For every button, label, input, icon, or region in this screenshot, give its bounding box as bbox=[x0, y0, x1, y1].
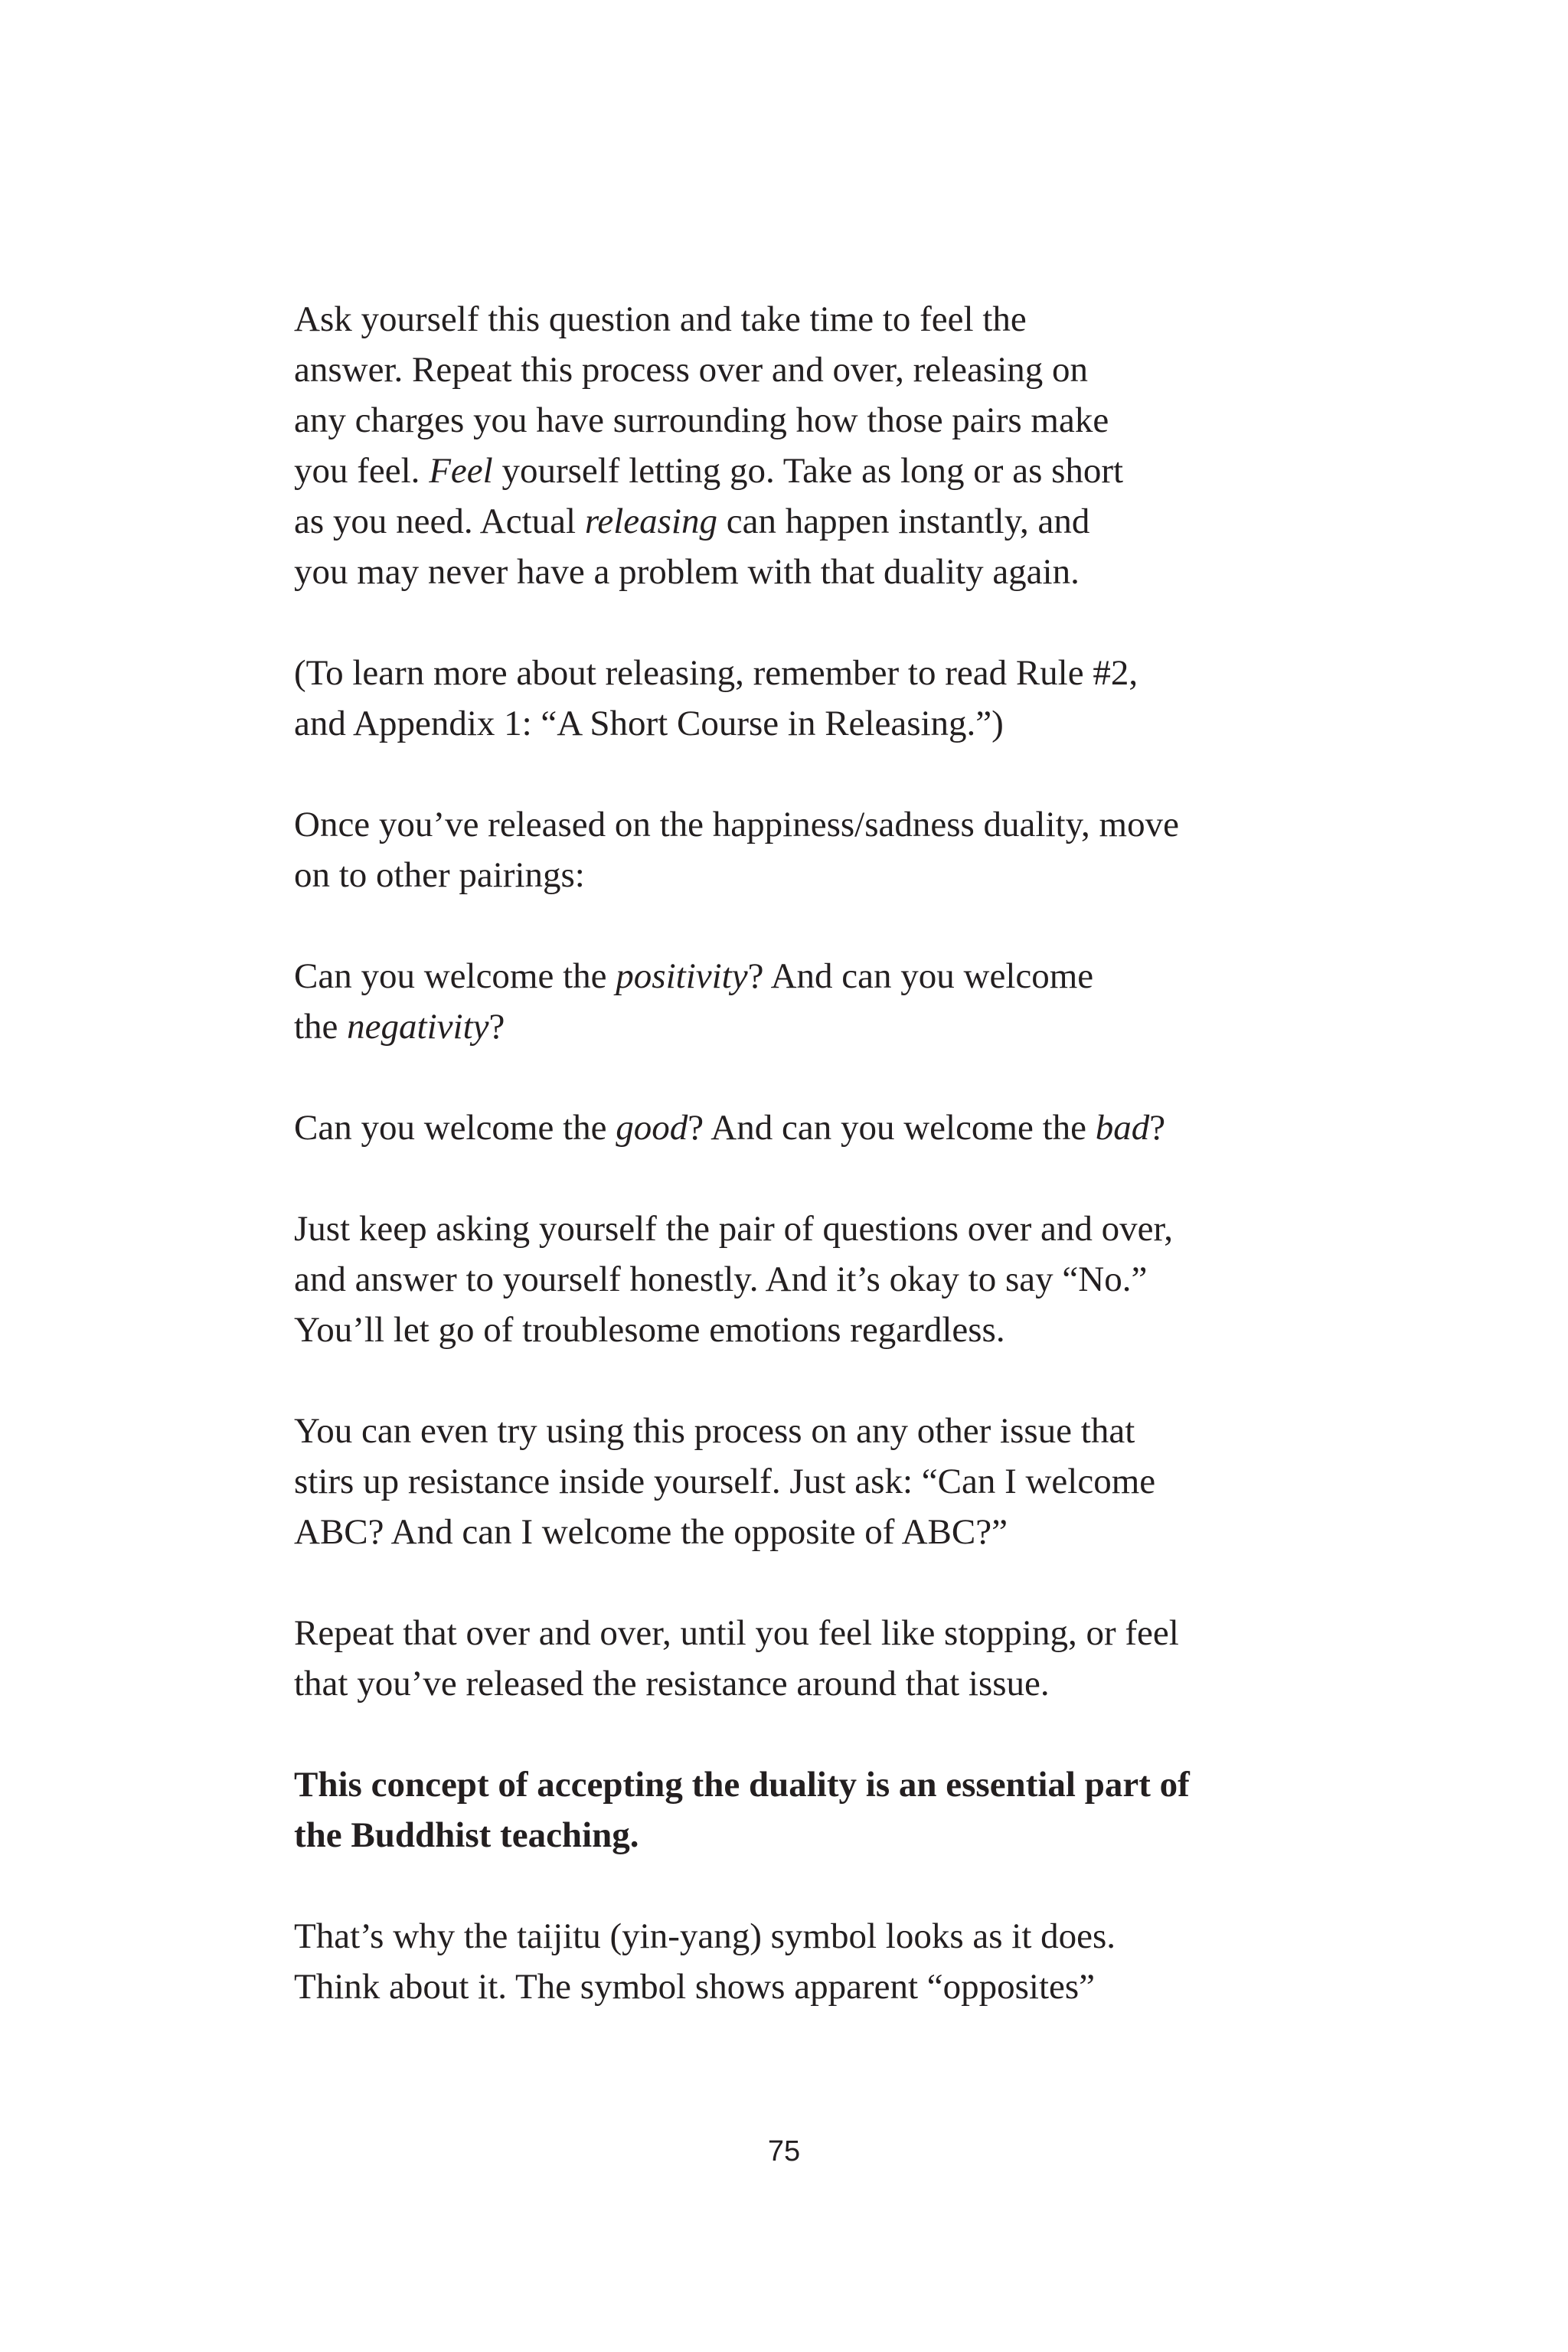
text-run: Can you welcome the bbox=[294, 1108, 616, 1148]
text-run: ? And can you welcome the bbox=[688, 1108, 1096, 1148]
text-line bbox=[294, 1962, 1289, 2012]
page-number: 75 bbox=[767, 2135, 801, 2167]
text-run: any charges you have surrounding how those pairs make bbox=[294, 400, 1109, 440]
italic-run: Feel bbox=[429, 451, 493, 491]
body-text bbox=[294, 294, 1289, 2063]
text-run: yourself letting go. Take as long or as short bbox=[492, 451, 1124, 491]
italic-run: negativity bbox=[347, 1007, 489, 1047]
text-run: Ask yourself this question and take time to feel the bbox=[294, 299, 1027, 339]
text-line bbox=[294, 1608, 1289, 1658]
text-run: and answer to yourself honestly. And it’s okay to say “No.” bbox=[294, 1259, 1148, 1299]
italic-run: bad bbox=[1095, 1108, 1150, 1148]
text-run: ? bbox=[488, 1007, 505, 1047]
text-run: This concept of accepting the duality is an essential part of bbox=[294, 1765, 1190, 1805]
text-line bbox=[294, 799, 1289, 850]
text-line bbox=[294, 446, 1289, 496]
text-run: ? bbox=[1149, 1108, 1166, 1148]
text-run: on to other pairings: bbox=[294, 855, 585, 895]
text-run: that you’ve released the resistance around that issue. bbox=[294, 1664, 1050, 1704]
text-line bbox=[294, 1759, 1289, 1810]
text-line bbox=[294, 1001, 1289, 1052]
text-run: can happen instantly, and bbox=[717, 501, 1090, 541]
text-line bbox=[294, 1254, 1289, 1305]
text-line bbox=[294, 1456, 1289, 1507]
text-line bbox=[294, 496, 1289, 547]
text-line bbox=[294, 1810, 1289, 1860]
paragraph-repeat bbox=[294, 1608, 1289, 1709]
text-run: Can you welcome the bbox=[294, 956, 616, 996]
text-run: That’s why the taijitu (yin-yang) symbol looks as it does. bbox=[294, 1916, 1116, 1956]
italic-run: positivity bbox=[616, 956, 748, 996]
text-run: the bbox=[294, 1007, 348, 1047]
text-run: Repeat that over and over, until you feel like stopping, or feel bbox=[294, 1613, 1179, 1653]
text-line bbox=[294, 294, 1289, 345]
paragraph-positivity-negativity bbox=[294, 951, 1289, 1052]
text-run: ? And can you welcome bbox=[747, 956, 1094, 996]
text-run: as you need. Actual bbox=[294, 501, 585, 541]
text-run: ABC? And can I welcome the opposite of ABC?” bbox=[294, 1512, 1008, 1552]
text-line bbox=[294, 1507, 1289, 1557]
paragraph-any-other-issue bbox=[294, 1406, 1289, 1557]
text-run: you may never have a problem with that duality again. bbox=[294, 552, 1080, 592]
text-line bbox=[294, 547, 1289, 597]
text-line bbox=[294, 1102, 1289, 1153]
text-run: You’ll let go of troublesome emotions regardless. bbox=[294, 1310, 1005, 1350]
text-run: You can even try using this process on any other issue that bbox=[294, 1411, 1135, 1451]
text-line bbox=[294, 1658, 1289, 1709]
paragraph-learn-more bbox=[294, 648, 1289, 749]
text-line bbox=[294, 698, 1289, 749]
paragraph-good-bad bbox=[294, 1102, 1289, 1153]
text-run: Just keep asking yourself the pair of questions over and over, bbox=[294, 1209, 1174, 1249]
paragraph-taijitu bbox=[294, 1911, 1289, 2012]
paragraph-ask-yourself bbox=[294, 294, 1289, 597]
text-line bbox=[294, 1204, 1289, 1254]
text-line bbox=[294, 850, 1289, 900]
text-line bbox=[294, 648, 1289, 698]
text-line bbox=[294, 395, 1289, 446]
text-line bbox=[294, 345, 1289, 395]
italic-run: releasing bbox=[584, 501, 717, 541]
paragraph-other-pairings bbox=[294, 799, 1289, 900]
italic-run: good bbox=[616, 1108, 688, 1148]
text-line bbox=[294, 951, 1289, 1001]
paragraph-keep-asking bbox=[294, 1204, 1289, 1355]
paragraph-buddhist-teaching bbox=[294, 1759, 1289, 1860]
text-run: and Appendix 1: “A Short Course in Releasing.”) bbox=[294, 704, 1004, 743]
text-line bbox=[294, 1305, 1289, 1355]
text-line bbox=[294, 1406, 1289, 1456]
text-run: Think about it. The symbol shows apparent “opposites” bbox=[294, 1967, 1096, 2007]
text-run: (To learn more about releasing, remember to read Rule #2, bbox=[294, 653, 1138, 693]
text-run: Once you’ve released on the happiness/sadness duality, move bbox=[294, 805, 1179, 844]
text-run: answer. Repeat this process over and over, releasing on bbox=[294, 350, 1089, 390]
text-run: you feel. bbox=[294, 451, 430, 491]
text-run: the Buddhist teaching. bbox=[294, 1815, 639, 1855]
text-line bbox=[294, 1911, 1289, 1962]
text-run: stirs up resistance inside yourself. Just ask: “Can I welcome bbox=[294, 1462, 1156, 1501]
